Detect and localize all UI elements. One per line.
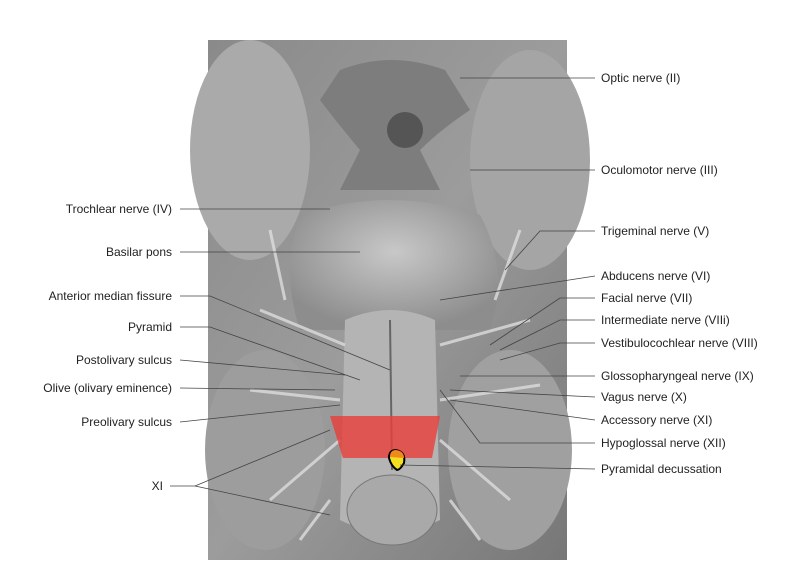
label-facial-nerve: Facial nerve (VII) [601, 291, 693, 305]
label-oculomotor-nerve: Oculomotor nerve (III) [601, 163, 718, 177]
label-glossopharyngeal-nerve: Glossopharyngeal nerve (IX) [601, 369, 754, 383]
label-trochlear-nerve: Trochlear nerve (IV) [65, 202, 172, 216]
label-vestibulocochlear-nerve: Vestibulocochlear nerve (VIII) [601, 336, 758, 350]
label-preolivary-sulcus: Preolivary sulcus [81, 415, 172, 429]
label-postolivary-sulcus: Postolivary sulcus [75, 353, 172, 367]
label-intermediate-nerve: Intermediate nerve (VIIi) [601, 313, 730, 327]
label-accessory-nerve: Accessory nerve (XI) [601, 413, 713, 427]
label-vagus-nerve: Vagus nerve (X) [601, 390, 687, 404]
label-hypoglossal-nerve: Hypoglossal nerve (XII) [601, 436, 726, 450]
label-xi: XI [151, 479, 163, 493]
label-olive: Olive (olivary eminence) [43, 381, 172, 395]
label-pyramidal-decussation: Pyramidal decussation [601, 462, 722, 476]
label-trigeminal-nerve: Trigeminal nerve (V) [601, 224, 710, 238]
label-basilar-pons: Basilar pons [105, 245, 172, 259]
highlight-band [330, 416, 440, 458]
label-anterior-median-fissure: Anterior median fissure [48, 289, 172, 303]
label-abducens-nerve: Abducens nerve (VI) [601, 269, 711, 283]
label-pyramid: Pyramid [127, 320, 172, 334]
label-optic-nerve: Optic nerve (II) [601, 71, 681, 85]
